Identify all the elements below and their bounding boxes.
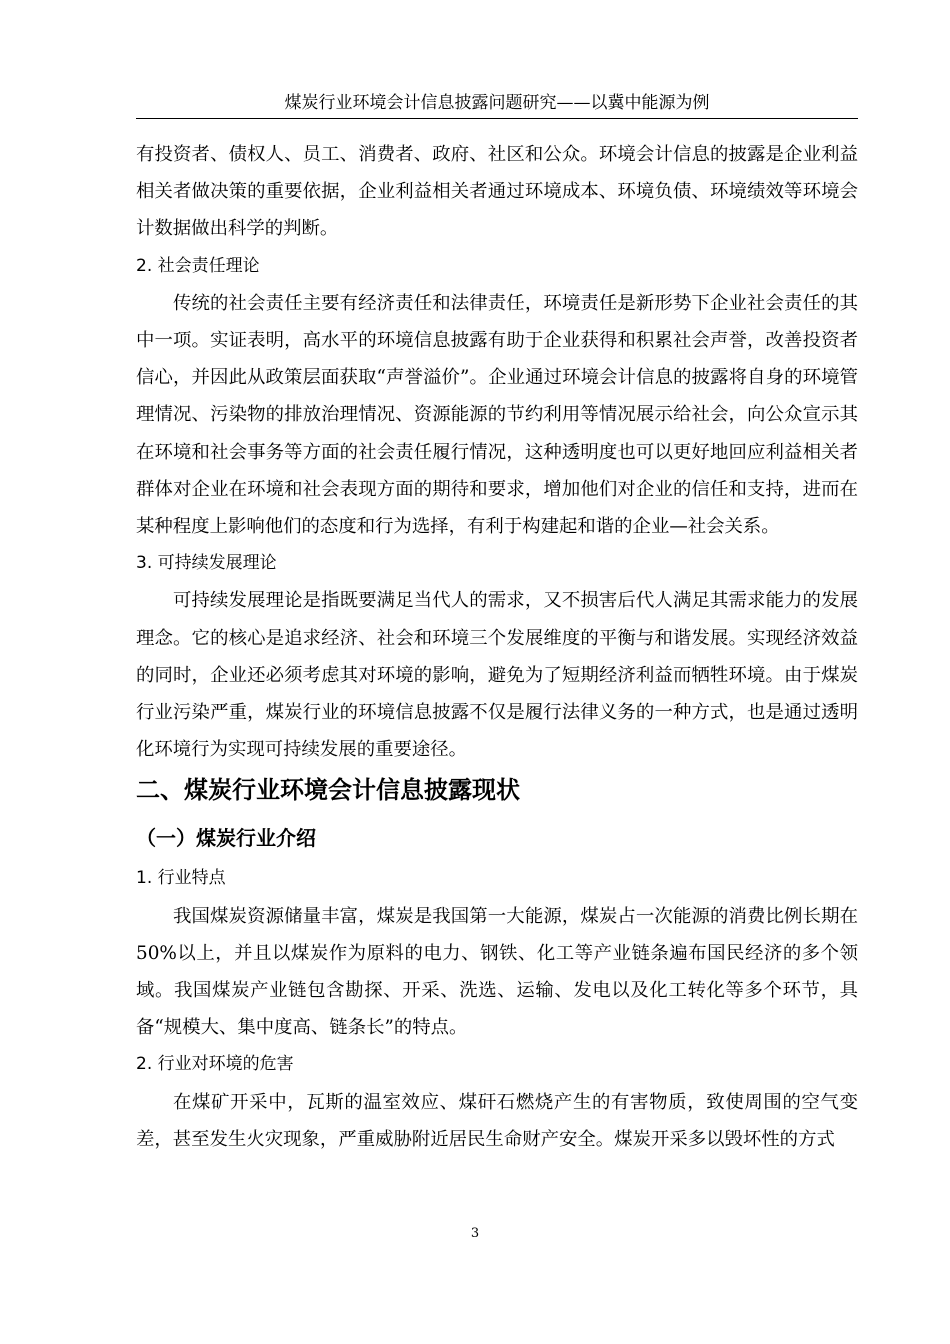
- paragraph-sustainable-development: 可持续发展理论是指既要满足当代人的需求，又不损害后代人满足其需求能力的发展理念。它的核心是追求经济、社会和环境三个发展维度的平衡与和谐发展。实现经济效益的同时，企业还必须考虑其对环境的影响，避免为了短期经济利益而牺牲环境。由于煤炭行业污染严重，煤炭行业的环境信息披露不仅是履行法律义务的一种方式，也是通过透明化环境行为实现可持续发展的重要途径。: [136, 590, 858, 761]
- page-number: 3: [470, 1226, 480, 1241]
- paragraph-stakeholders: 有投资者、债权人、员工、消费者、政府、社区和公众。环境会计信息的披露是企业利益相关者做决策的重要依据，企业利益相关者通过环境成本、环境负债、环境绩效等环境会计数据做出科学的判断。: [136, 144, 858, 240]
- heading-sustainable-development: 3. 可持续发展理论: [136, 553, 277, 574]
- running-header: 煤炭行业环境会计信息披露问题研究——以冀中能源为例: [284, 93, 710, 113]
- heading-environmental-harm: 2. 行业对环境的危害: [136, 1054, 294, 1075]
- paragraph-social-responsibility: 传统的社会责任主要有经济责任和法律责任，环境责任是新形势下企业社会责任的其中一项。实证表明，高水平的环境信息披露有助于企业获得和积累社会声誉，改善投资者信心，并因此从政策层面获取“声誉溢价”。企业通过环境会计信息的披露将自身的环境管理情况、污染物的排放治理情况、资源能源的节约利用等情况展示给社会，向公众宣示其在环境和社会事务等方面的社会责任履行情况，这种透明度也可以更好地回应利益相关者群体对企业在环境和社会表现方面的期待和要求，增加他们对企业的信任和支持，进而在某种程度上影响他们的态度和行为选择，有利于构建起和谐的企业—社会关系。: [136, 292, 858, 538]
- paragraph-environmental-harm: 在煤矿开采中，瓦斯的温室效应、煤矸石燃烧产生的有害物质，致使周围的空气变差，甚至发生火灾现象，严重威胁附近居民生命财产安全。煤炭开采多以毁坏性的方式: [136, 1091, 858, 1150]
- paragraph-industry-features: 我国煤炭资源储量丰富，煤炭是我国第一大能源，煤炭占一次能源的消费比例长期在 50%以上，并且以煤炭作为原料的电力、钢铁、化工等产业链条遍布国民经济的多个领域。我国煤炭产业链包含勘探、开采、洗选、运输、发电以及化工转化等多个环节，具备“规模大、集中度高、链条长”的特点。: [136, 905, 858, 1039]
- chapter-heading: 二、煤炭行业环境会计信息披露现状: [136, 776, 520, 805]
- heading-industry-features: 1. 行业特点: [136, 868, 226, 889]
- page-content: [136, 136, 858, 1158]
- heading-social-responsibility: 2. 社会责任理论: [136, 255, 260, 276]
- section-heading: （一）煤炭行业介绍: [136, 826, 316, 851]
- header-rule: [136, 118, 858, 119]
